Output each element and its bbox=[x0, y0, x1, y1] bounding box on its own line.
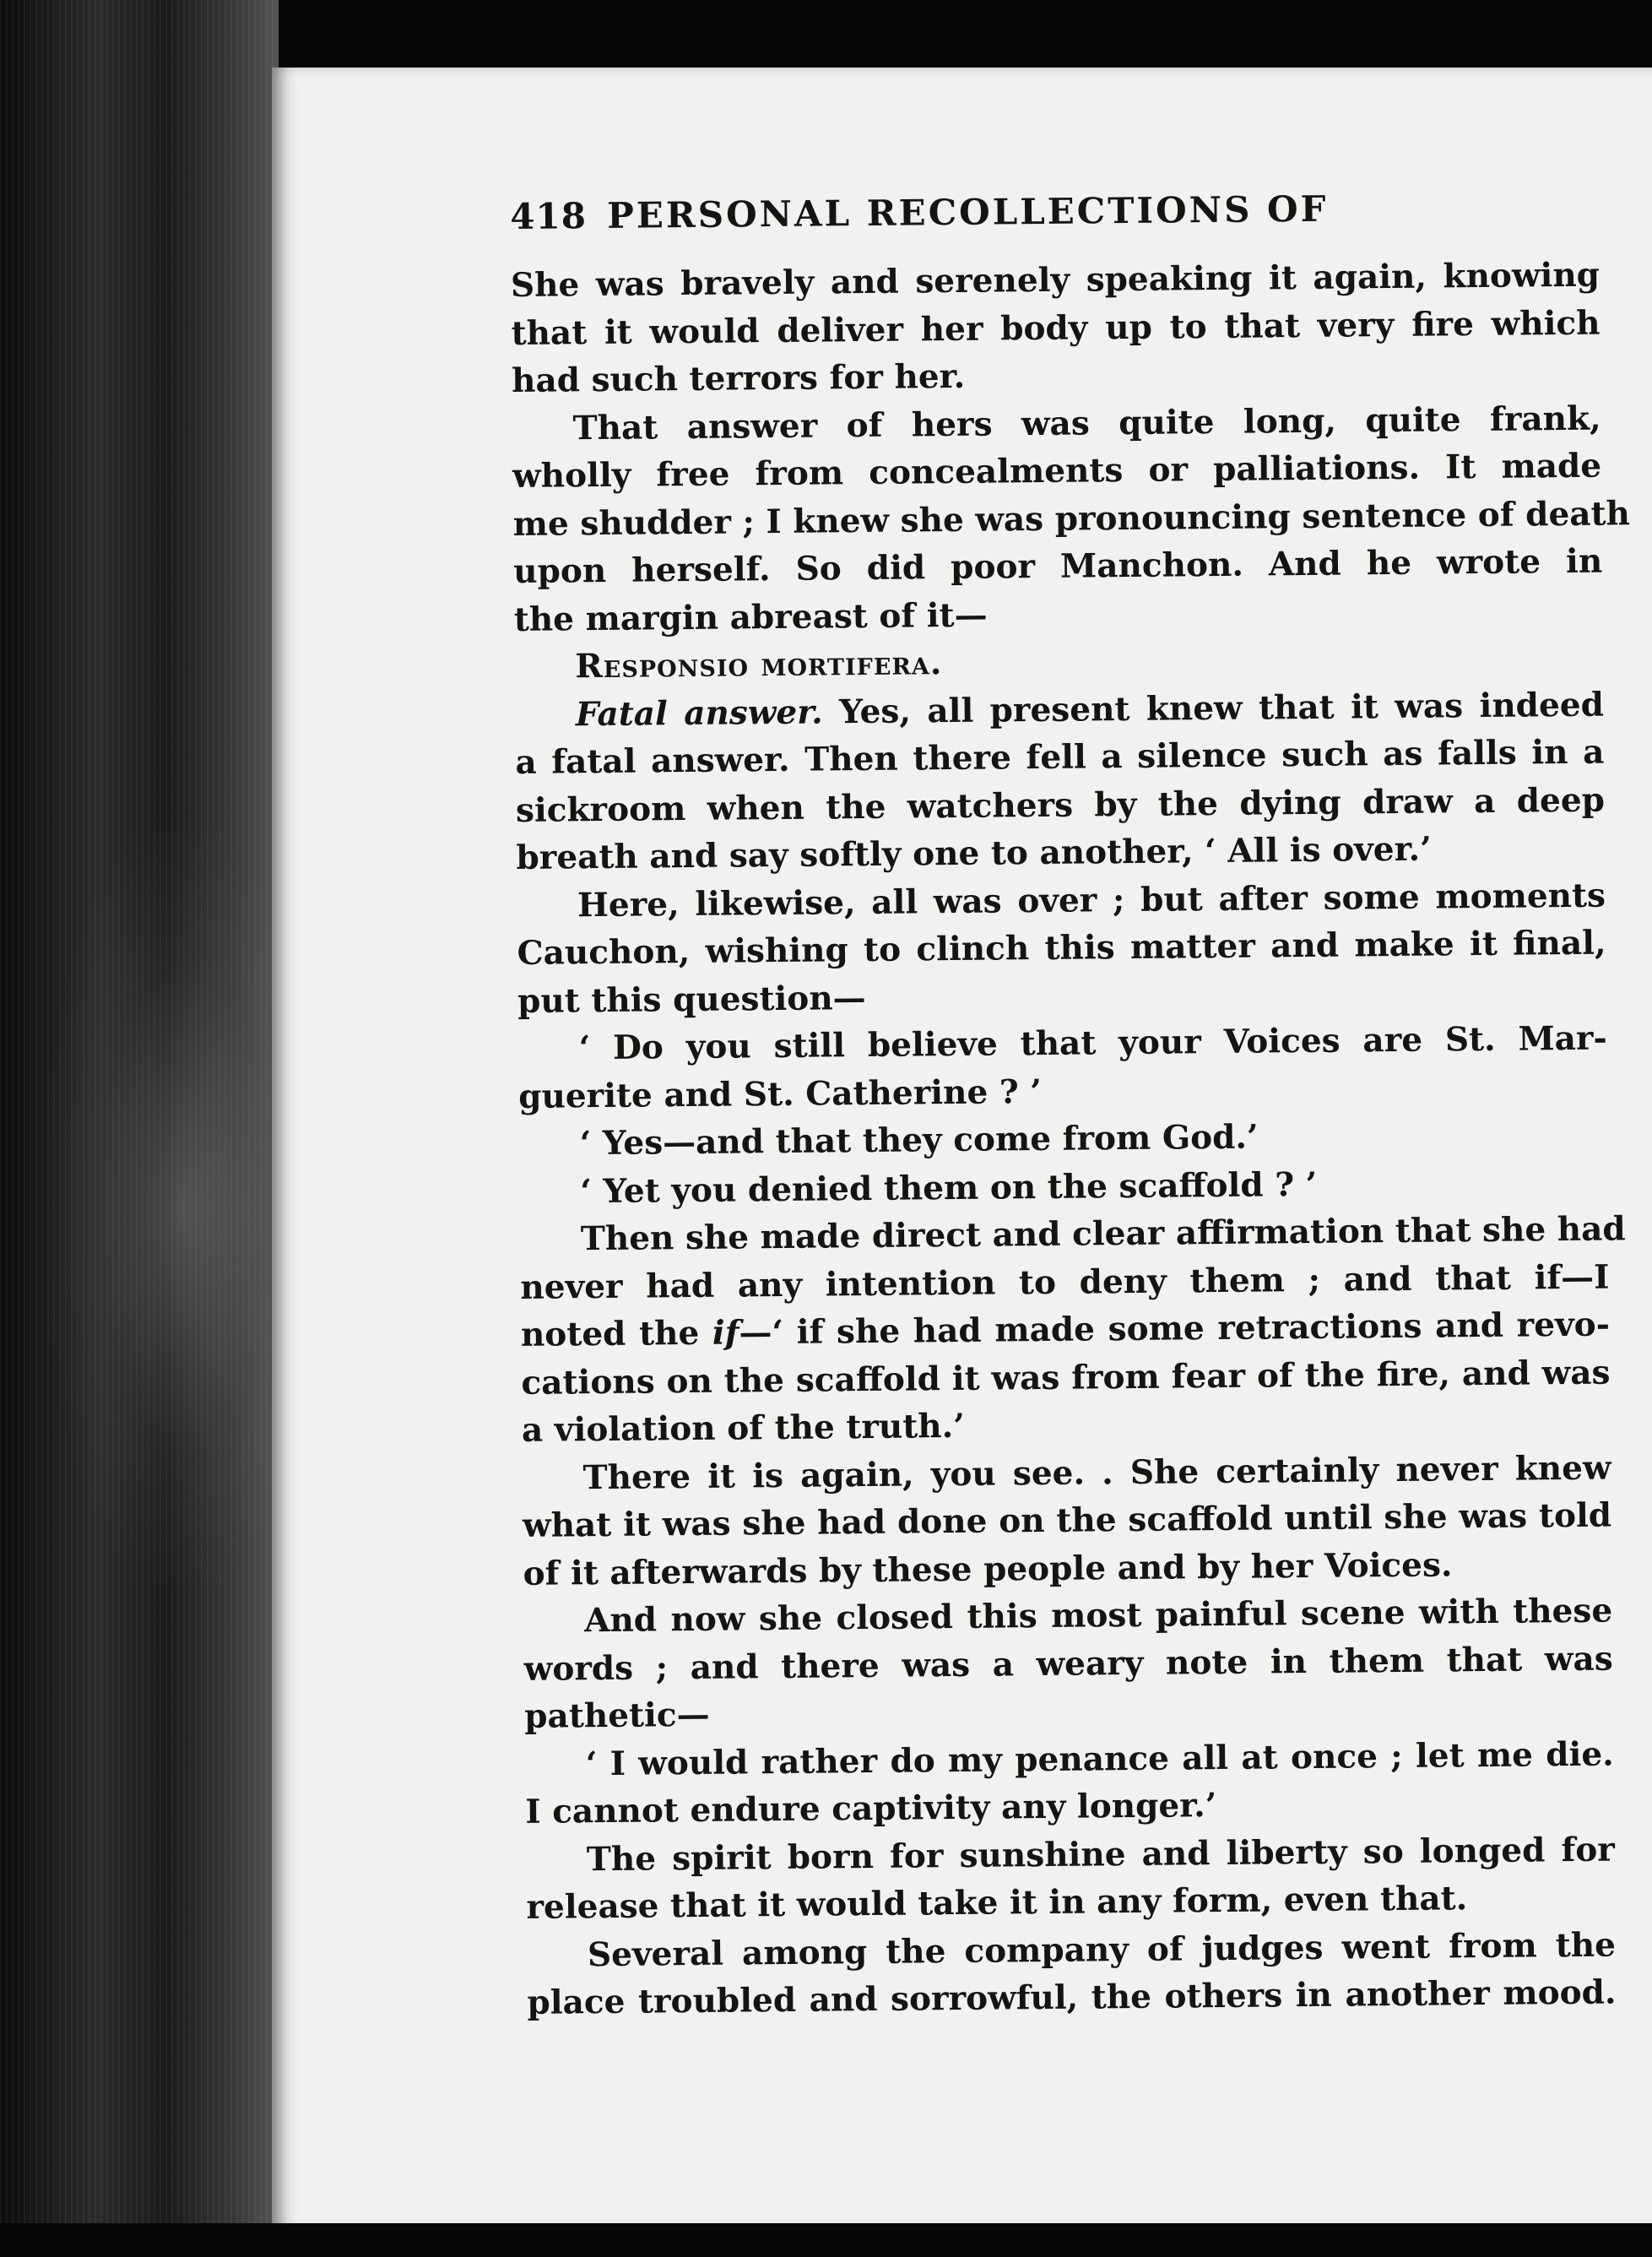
line-text: breath and say softly one to another, ‘ All is over.’ bbox=[516, 829, 1432, 877]
text-line bbox=[527, 1969, 1616, 2027]
line-text: words ; and there was a weary note in them that was bbox=[523, 1639, 1613, 1689]
running-head bbox=[510, 186, 1600, 252]
line-text: Then she made direct and clear affirmation that she had bbox=[580, 1209, 1626, 1259]
line-text: And now she closed this most painful scene with these bbox=[583, 1591, 1613, 1641]
line-text: place troubled and sorrowful, the others in another mood. bbox=[527, 1972, 1617, 2022]
line-text: wholly free from concealments or palliations. It made bbox=[512, 446, 1602, 496]
line-text: a violation of the truth.’ bbox=[521, 1406, 966, 1450]
line-text: Several among the company of judges went from the bbox=[587, 1925, 1617, 1974]
line-text: the margin abreast of it— bbox=[513, 595, 988, 639]
scan-bottom-border bbox=[0, 2223, 1652, 2257]
line-text: of it afterwards by these people and by her Voices. bbox=[523, 1544, 1453, 1593]
line-text: cations on the scaffold it was from fear of the fire, and was bbox=[521, 1353, 1611, 1402]
line-text: There it is again, you see. . She certainly never knew bbox=[582, 1448, 1611, 1497]
line-text: what it was she had done on the scaffold until she was told bbox=[522, 1495, 1612, 1545]
line-text: Responsio mortifera. bbox=[575, 643, 943, 686]
line-text: put this question— bbox=[517, 978, 866, 1021]
book-page bbox=[272, 68, 1652, 2229]
line-text: sickroom when the watchers by the dying draw a deep bbox=[515, 780, 1606, 830]
line-text: That answer of hers was quite long, quite frank, bbox=[572, 399, 1601, 448]
line-text: I cannot endure captivity any longer.’ bbox=[525, 1786, 1217, 1831]
line-text: me shudder ; I knew she was pronouncing sentence of death bbox=[512, 493, 1631, 544]
line-text: ‘ I would rather do my penance all at once ; let me die. bbox=[585, 1734, 1614, 1783]
line-text: Here, likewise, all was over ; but after some moments bbox=[577, 876, 1606, 925]
line-text: Cauchon, wishing to clinch this matter and make it final, bbox=[517, 923, 1606, 973]
italic-phrase: Fatal answer. bbox=[575, 692, 823, 734]
line-text: had such terrors for her. bbox=[511, 356, 966, 400]
line-text: ‘ Do you still believe that your Voices are St. Mar- bbox=[578, 1018, 1607, 1068]
running-title: PERSONAL RECOLLECTIONS OF bbox=[606, 187, 1329, 236]
italic-word: if bbox=[712, 1313, 739, 1353]
line-text: guerite and St. Catherine ? ’ bbox=[518, 1072, 1043, 1116]
line-text: never had any intention to deny them ; and that if—I bbox=[520, 1257, 1610, 1307]
line-text: Yes, all present knew that it was indeed bbox=[822, 685, 1605, 731]
text-block bbox=[510, 186, 1631, 2027]
line-text: The spirit born for sunshine and liberty so longed for bbox=[586, 1830, 1616, 1879]
line-text: that it would deliver her body up to that very fire which bbox=[511, 303, 1601, 353]
body-text bbox=[510, 252, 1631, 2027]
line-text: ‘ Yes—and that they come from God.’ bbox=[579, 1117, 1259, 1164]
line-text-start: noted the bbox=[520, 1313, 713, 1354]
line-text: She was bravely and serenely speaking it again, knowing bbox=[510, 255, 1601, 305]
page-number: 418 bbox=[510, 195, 588, 237]
line-text: —‘ if she had made some retractions and revo- bbox=[739, 1305, 1611, 1353]
line-text: upon herself. So did poor Manchon. And he wrote in bbox=[513, 541, 1603, 591]
book-edge-glare bbox=[51, 827, 270, 1587]
line-text: release that it would take it in any form, even that. bbox=[526, 1879, 1468, 1927]
line-text: ‘ Yet you denied them on the scaffold ? ’ bbox=[580, 1164, 1318, 1211]
line-text: pathetic— bbox=[524, 1695, 710, 1736]
line-text: a fatal answer. Then there fell a silence such as falls in a bbox=[515, 732, 1605, 782]
